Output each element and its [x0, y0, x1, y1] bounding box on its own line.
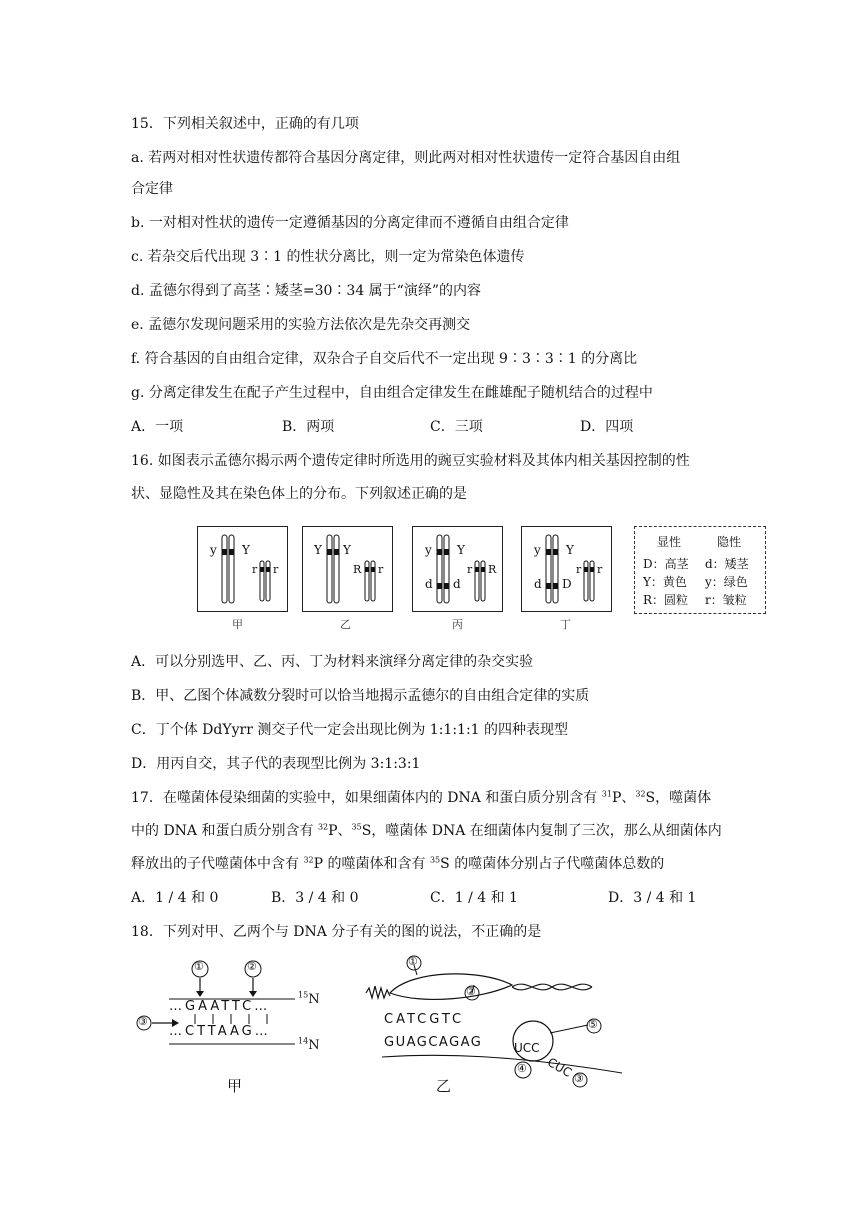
gene-label: d — [453, 577, 461, 591]
q16-option-b: B．甲、乙图个体减数分裂时可以恰当地揭示孟德尔的自由组合定律的实质 — [131, 688, 590, 704]
gene-label: r — [576, 563, 582, 576]
chromosome-box-yi — [302, 526, 393, 612]
q15-item-d: d. 孟德尔得到了高茎∶矮茎=30∶34 属于“演绎”的内容 — [131, 283, 481, 299]
isotope-label-15n: $^{15}$N — [298, 990, 320, 1007]
q15-item-f: f. 符合基因的自由组合定律，双杂合子自交后代不一定出现 9∶3∶3∶1 的分离比 — [131, 351, 638, 367]
gene-label: Y — [242, 543, 250, 557]
legend-row1-dominant: D：高茎 — [643, 557, 689, 571]
gene-label: Y — [457, 543, 465, 557]
q17-stem-line2: 中的 DNA 和蛋白质分别含有 $^{32}$P、$^{35}$S，噬菌体 DNA 在细菌体内复制了三次，那么从细菌体内 — [131, 822, 722, 839]
gene-label: Y — [314, 543, 322, 557]
caption-ding: 丁 — [560, 618, 571, 631]
q18-stem: 18．下列对甲、乙两个与 DNA 分子有关的图的说法，不正确的是 — [131, 924, 542, 940]
legend-header-dominant: 显性 — [657, 535, 682, 549]
gene-label: Y — [343, 543, 351, 557]
q15-option-c: C．三项 — [430, 419, 483, 435]
caption-figure-jia: 甲 — [227, 1077, 243, 1095]
rna-strand: GUAGCAGAG — [384, 1035, 483, 1050]
marker-3: ③ — [138, 1015, 148, 1028]
caption-yi: 乙 — [340, 618, 351, 631]
dna-template-strand: CATCGTC — [384, 1012, 465, 1027]
legend-row3-recessive: r：皱粒 — [705, 593, 747, 607]
q16-option-d: D．用丙自交，其子代的表现型比例为 3:1:3:1 — [131, 756, 421, 772]
q15-item-a-line2: 合定律 — [131, 181, 173, 197]
q15-item-e: e. 孟德尔发现问题采用的实验方法依次是先杂交再测交 — [131, 317, 471, 333]
q16-stem-line1: 16. 如图表示孟德尔揭示两个遗传定律时所选用的豌豆实验材料及其体内相关基因控制的性 — [131, 453, 690, 469]
marker-1: ① — [194, 960, 204, 973]
gene-label: y — [534, 543, 541, 557]
chromosome-box-jia — [197, 526, 288, 612]
dna-figure-jia — [135, 958, 335, 1095]
caption-figure-yi: 乙 — [436, 1077, 452, 1095]
q16-stem-line2: 状、显隐性及其在染色体上的分布。下列叙述正确的是 — [131, 486, 467, 502]
rna-cuc: CUC — [545, 1055, 575, 1080]
q17-stem-line1: 17．在噬菌体侵染细菌的实验中，如果细菌体内的 DNA 和蛋白质分别含有 $^{31}$P、$^{32}$S，噬菌体 — [131, 789, 712, 806]
q17-option-b: B．3 / 4 和 0 — [271, 890, 359, 906]
legend-row1-recessive: d：矮茎 — [705, 557, 749, 571]
gene-label: R — [353, 563, 362, 576]
isotope-label-14n: $^{14}$N — [298, 1036, 320, 1053]
q15-item-b: b. 一对相对性状的遗传一定遵循基因的分离定律而不遵循自由组合定律 — [131, 215, 569, 231]
gene-label: D — [562, 577, 572, 591]
gene-label: Y — [566, 543, 574, 557]
q17-option-c: C．1 / 4 和 1 — [430, 890, 518, 906]
chromosome-box-ding — [521, 526, 612, 612]
marker-2: ② — [466, 985, 476, 998]
q17-option-a: A．1 / 4 和 0 — [131, 890, 219, 906]
gene-label: y — [425, 543, 432, 557]
rna-ucc: UCC — [514, 1041, 540, 1055]
chromosome-box-bing — [412, 526, 503, 612]
gene-label: y — [210, 543, 217, 557]
gene-label: r — [597, 563, 603, 576]
q15-item-g: g. 分离定律发生在配子产生过程中，自由组合定律发生在雌雄配子随机结合的过程中 — [131, 385, 653, 401]
caption-jia: 甲 — [232, 618, 243, 631]
marker-3: ③ — [574, 1072, 584, 1085]
q15-option-a: A．一项 — [131, 419, 184, 435]
gene-label: R — [488, 563, 497, 576]
q15-stem: 15．下列相关叙述中，正确的有几项 — [131, 116, 359, 132]
gene-label: r — [252, 563, 258, 576]
marker-2: ② — [247, 960, 257, 973]
gene-label: d — [534, 577, 542, 591]
q15-item-c: c. 若杂交后代出现 3∶1 的性状分离比，则一定为常染色体遗传 — [131, 249, 525, 265]
q15-option-b: B．两项 — [282, 419, 335, 435]
marker-1: ① — [408, 955, 418, 968]
gene-label: r — [273, 563, 279, 576]
legend-row2-recessive: y：绿色 — [705, 575, 748, 589]
gene-label: d — [425, 577, 433, 591]
q17-option-d: D．3 / 4 和 1 — [608, 890, 697, 906]
q15-option-d: D．四项 — [580, 419, 634, 435]
legend-row3-dominant: R：圆粒 — [643, 593, 689, 607]
q15-item-a-line1: a. 若两对相对性状遗传都符合基因分离定律，则此两对相对性状遗传一定符合基因自由组 — [131, 150, 681, 166]
q17-stem-line3: 释放出的子代噬菌体中含有 $^{32}$P 的噬菌体和含有 $^{35}$S 的噬菌体分别占子代噬菌体总数的 — [131, 855, 665, 872]
transcription-figure-yi — [362, 955, 622, 1095]
dna-top-strand: …GAATTC… — [169, 999, 271, 1014]
marker-5: ⑤ — [588, 1018, 598, 1031]
gene-label: r — [467, 563, 473, 576]
marker-4: ④ — [517, 1062, 527, 1075]
legend-header-recessive: 隐性 — [717, 535, 742, 549]
legend-row2-dominant: Y：黄色 — [643, 575, 687, 589]
caption-bing: 丙 — [452, 618, 463, 631]
q16-option-c: C．丁个体 DdYyrr 测交子代一定会出现比例为 1:1:1:1 的四种表现型 — [131, 722, 569, 738]
q16-option-a: A．可以分别选甲、乙、丙、丁为材料来演绎分离定律的杂交实验 — [131, 654, 534, 670]
dna-bottom-strand: …CTTAAG… — [169, 1024, 271, 1039]
gene-label: r — [378, 563, 384, 576]
trait-legend — [634, 526, 766, 614]
